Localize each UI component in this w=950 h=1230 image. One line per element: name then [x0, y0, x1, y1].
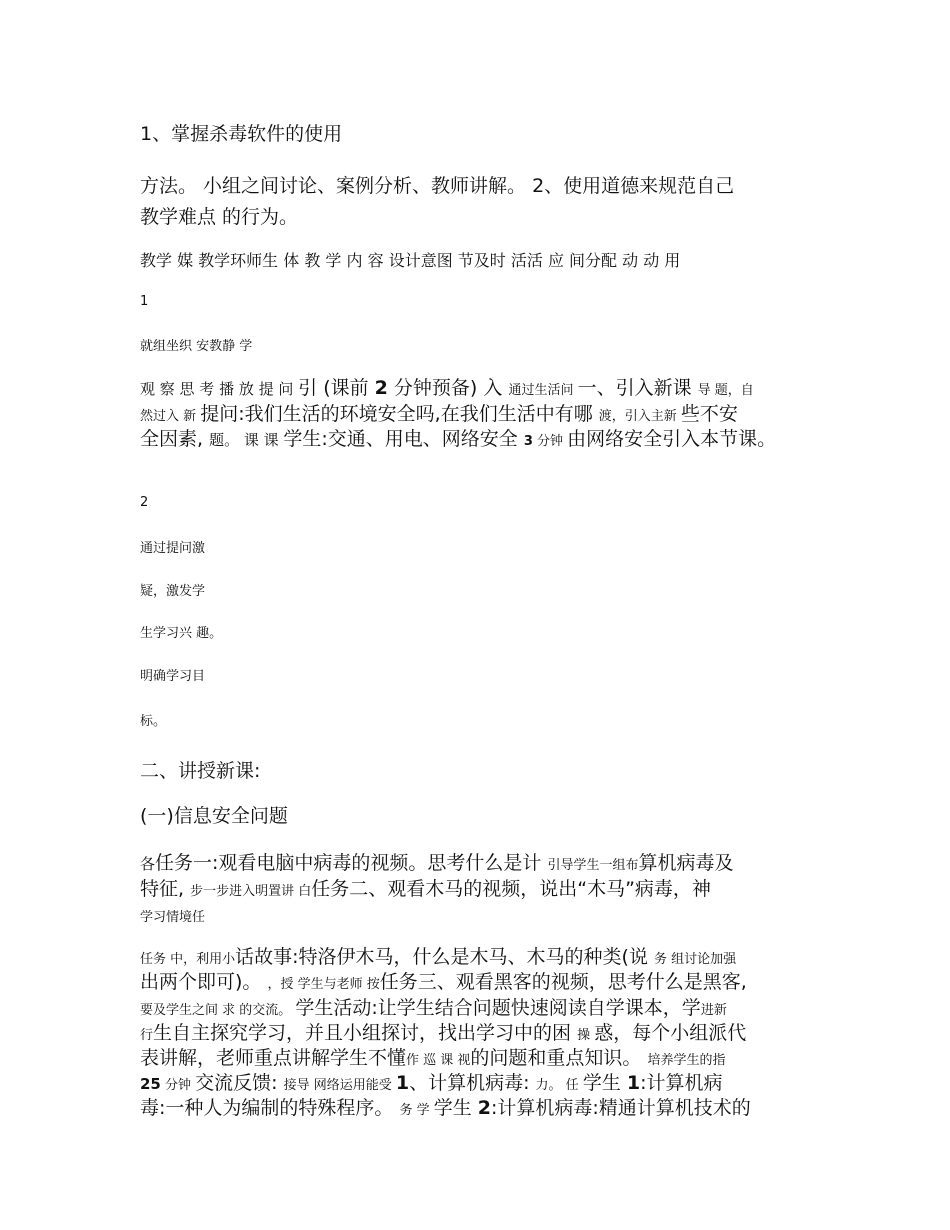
- task9-text-g: 力。 任: [535, 1078, 583, 1093]
- task7-text-d: 惑，每个小组派代: [594, 1022, 747, 1044]
- method-line: 方法。 小组之间讨论、案例分析、教师讲解。 2、使用道德来规范自己: [140, 175, 735, 197]
- intro-text-d: 分钟预备) 入: [387, 377, 509, 399]
- intro-text-b: 引 (课前: [298, 377, 375, 399]
- intro3-text-e: 分钟: [532, 434, 568, 449]
- task7-text-b: 生自主探究学习，并且小组探讨，找出学习中的困: [153, 1022, 578, 1044]
- intro2-text-b: 提问:我们生活的环境安全吗,在我们生活中有哪: [200, 403, 599, 425]
- task4-text-a: 任务 中，利用小: [140, 952, 236, 967]
- task9-text-f: 、计算机病毒:: [409, 1072, 536, 1094]
- intro3-text-a: 全因素,: [140, 428, 210, 450]
- organize-line: 就组坐织 安教静 学: [140, 339, 253, 354]
- intro-text-c: 2: [374, 377, 388, 399]
- intro-line-1: [140, 373, 754, 400]
- task-line-5: [140, 967, 747, 994]
- task-line-2: [140, 874, 711, 901]
- task10-text-b: 务 学: [399, 1103, 434, 1118]
- task-line-7: [140, 1018, 746, 1045]
- task1-text-b: 任务一:观看电脑中病毒的视频。思考什么是计: [155, 852, 548, 874]
- task9-text-j: :计算机病: [640, 1072, 723, 1094]
- task-line-4: [140, 942, 736, 969]
- task5-text-b: ，授 学生与老师 按: [267, 977, 380, 992]
- task9-text-h: 学生: [582, 1072, 627, 1094]
- intro2-text-d: 些不安: [680, 403, 738, 425]
- task9-text-c: 交流反馈:: [195, 1072, 284, 1094]
- intro3-text-c: 学生:交通、用电、网络安全: [283, 428, 524, 450]
- intro2-text-a: 然过入 新: [140, 409, 201, 424]
- intro-line-3: [140, 424, 776, 451]
- intro3-text-b: 题。 课 课: [209, 431, 284, 449]
- task10-text-a: 毒:一种人为编制的特殊程序。: [140, 1097, 400, 1119]
- task8-text-a: 表讲解，老师重点讲解学生不懂: [140, 1047, 407, 1069]
- task-line-10: [140, 1093, 751, 1120]
- task-line-3: 学习情境任: [140, 910, 206, 925]
- intro-text-e: 通过生活问: [508, 383, 578, 398]
- task6-text-a: 要及学生之间 求 的交流。: [140, 1003, 296, 1018]
- task10-text-c: 学生: [433, 1097, 478, 1119]
- intro-line-2: [140, 399, 738, 426]
- task8-text-d: 培养学生的指: [647, 1053, 726, 1068]
- task6-text-b: 学生活动:让学生结合问题快速阅读自学课本，学: [295, 997, 701, 1019]
- task7-text-a: 行: [140, 1028, 154, 1043]
- task2-text-c: 任务二、观看木马的视频，说出“木马”病毒，神: [311, 878, 711, 900]
- task-line-1: [140, 848, 734, 875]
- task5-text-a: 出两个即可)。: [140, 971, 268, 993]
- task10-text-e: :计算机病毒:精通计算机技术的: [491, 1097, 751, 1119]
- intro-text-a: 观 察 思 考 播 放 提 问: [140, 380, 299, 398]
- step-number-1: 1: [140, 294, 149, 309]
- task7-text-c: 操: [577, 1028, 595, 1043]
- task-line-9: [140, 1068, 723, 1095]
- purpose-line-5: 标。: [140, 714, 167, 729]
- objective-line-1: 1、掌握杀毒软件的使用: [140, 123, 343, 145]
- difficulty-line: 教学难点 的行为。: [140, 206, 299, 228]
- task-line-8: [140, 1043, 725, 1070]
- intro3-text-d: 3: [523, 434, 533, 449]
- section-heading: 二、讲授新课:: [140, 760, 261, 782]
- intro-text-g: 导 题，自: [697, 383, 754, 398]
- intro3-text-f: 由网络安全引入本节课。: [567, 428, 777, 450]
- task5-text-c: 任务三、观看黑客的视频，思考什么是黑客,: [379, 971, 747, 993]
- task2-text-a: 特征,: [140, 878, 191, 900]
- task6-text-c: 进新: [700, 1003, 727, 1018]
- subsection-heading: (一)信息安全问题: [140, 805, 288, 827]
- task4-text-b: 话故事:特洛伊木马，什么是木马、木马的种类(说: [235, 946, 654, 968]
- task-line-6: [140, 993, 727, 1020]
- task9-text-b: 分钟: [160, 1078, 196, 1093]
- intro-text-f: 一、引入新课: [577, 377, 698, 399]
- task1-text-d: 算机病毒及: [638, 852, 734, 874]
- task9-text-d: 接导 网络运用能受: [283, 1078, 396, 1093]
- task9-text-a: 25: [140, 1075, 161, 1093]
- step-number-2: 2: [140, 495, 149, 510]
- intro2-text-c: 渡，引入主新: [598, 409, 681, 424]
- task9-text-i: 1: [626, 1072, 641, 1094]
- purpose-line-3: 生学习兴 趣。: [140, 626, 223, 641]
- task2-text-b: 步一步进入明置讲 白: [190, 884, 312, 899]
- purpose-line-4: 明确学习目: [140, 669, 206, 684]
- table-header-line: 教学 媒 教学环师生 体 教 学 内 容 设计意图 节及时 活活 应 间分配 动 动 用: [140, 251, 681, 270]
- task8-text-c: 的问题和重点知识。: [470, 1047, 648, 1069]
- task1-text-c: 引导学生一组布: [547, 858, 639, 873]
- task9-text-e: 1: [395, 1072, 410, 1094]
- purpose-line-1: 通过提问激: [140, 541, 206, 556]
- task4-text-c: 务 组讨论加强: [654, 952, 737, 967]
- task8-text-b: 作 巡 课 视: [406, 1053, 471, 1068]
- task1-text-a: 各: [140, 855, 156, 873]
- purpose-line-2: 疑，激发学: [140, 584, 206, 599]
- task10-text-d: 2: [477, 1097, 491, 1119]
